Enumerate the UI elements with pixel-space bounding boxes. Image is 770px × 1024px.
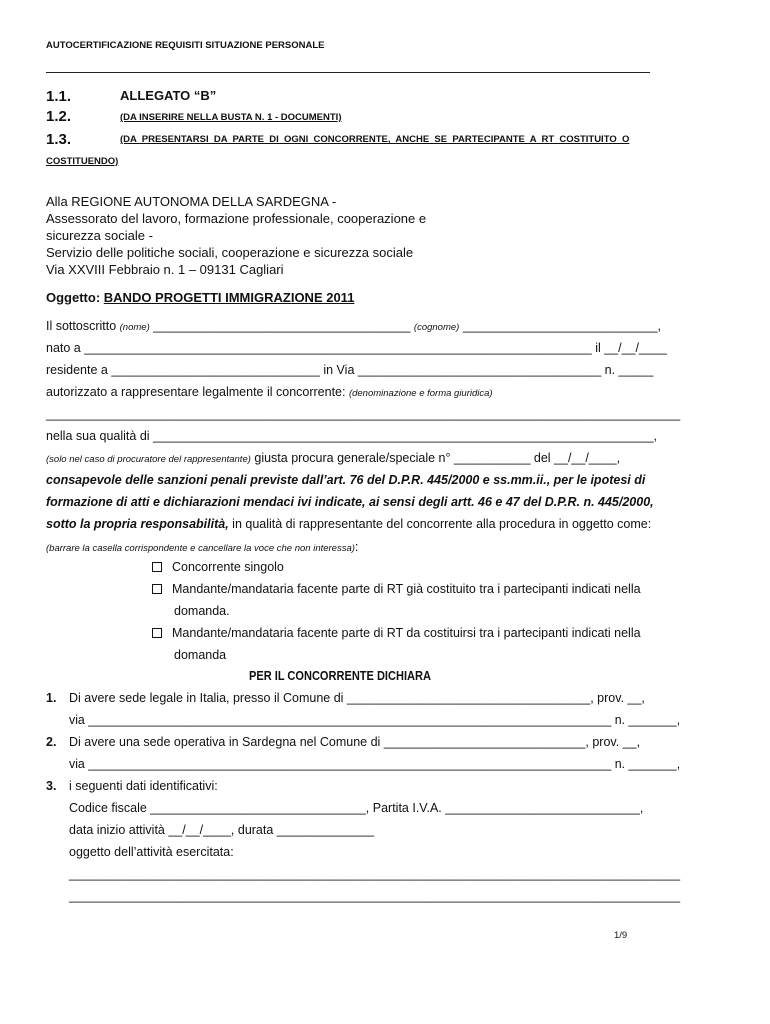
- oggetto-line: [46, 290, 354, 305]
- header-title: AUTOCERTIFICAZIONE REQUISITI SITUAZIONE PERSONALE: [46, 40, 325, 51]
- item-1-line-1: Di avere sede legale in Italia, presso il Comune di ___________________________________, prov. __,: [69, 691, 645, 705]
- item-3-line-2: Codice fiscale _______________________________, Partita I.V.A. ____________________________,: [69, 801, 644, 815]
- header-rule: [46, 72, 650, 73]
- responsabilita-text: sotto la propria responsabilità,: [46, 517, 229, 531]
- denominazione-hint: (denominazione e forma giuridica): [348, 388, 493, 399]
- item-3-line-6: ___________________________________________________________________________________________: [69, 889, 681, 903]
- procuratore-hint: (solo nel caso di procuratore del rappresentante): [46, 454, 251, 465]
- nome-hint: (nome): [119, 322, 150, 333]
- address-line-1: Alla REGIONE AUTONOMA DELLA SARDEGNA -: [46, 194, 337, 209]
- sottoscritto-label: Il sottoscritto: [46, 319, 120, 333]
- option-label: Mandante/mandataria facente parte di RT da costituirsi tra i partecipanti indicati nella: [172, 626, 641, 640]
- instruction-line: [46, 540, 358, 554]
- cognome-hint: (cognome): [413, 322, 460, 333]
- instruction-colon: :: [354, 540, 359, 554]
- form-line-residente: residente a ______________________________ in Via ___________________________________ n. _____: [46, 363, 654, 377]
- item-2-number: 2.: [46, 735, 57, 749]
- address-line-4: Servizio delle politiche sociali, cooperazione e sicurezza sociale: [46, 245, 414, 260]
- option-label: Mandante/mandataria facente parte di RT già costituito tra i partecipanti indicati nella: [172, 582, 641, 596]
- autorizzato-label: autorizzato a rappresentare legalmente il concorrente:: [46, 385, 349, 399]
- heading-1-3-number: 1.3.: [46, 131, 72, 148]
- item-1-line-2: via ____________________________________________________________________________ n. _______,: [69, 713, 681, 727]
- declaration-line-1: consapevole delle sanzioni penali previste dall’art. 76 del D.P.R. 445/2000 e ss.mm.ii., per le ipotesi di: [46, 473, 646, 487]
- address-line-2: Assessorato del lavoro, formazione professionale, cooperazione e: [46, 211, 427, 226]
- option-concorrente-singolo[interactable]: [152, 560, 284, 574]
- option-rt-costituito[interactable]: [152, 582, 641, 596]
- checkbox-icon[interactable]: [152, 584, 162, 594]
- section-title: PER IL CONCORRENTE DICHIARA: [248, 669, 431, 683]
- item-3-line-5: ___________________________________________________________________________________________: [69, 867, 681, 881]
- cognome-blank: ____________________________,: [459, 319, 661, 333]
- nome-blank: _____________________________________: [149, 319, 414, 333]
- item-3-number: 3.: [46, 779, 57, 793]
- declaration-line-2: formazione di atti e dichiarazioni mendaci ivi indicate, ai sensi degli artt. 46 e 47 del D.P.R. n. 445/2000,: [46, 495, 654, 509]
- heading-1-1-text: ALLEGATO “B”: [120, 88, 217, 103]
- form-line-procura: [46, 451, 620, 465]
- item-3-line-4: oggetto dell’attività esercitata:: [69, 845, 234, 859]
- item-2-line-2: via ____________________________________________________________________________ n. _______,: [69, 757, 681, 771]
- page-number: 1/9: [614, 930, 628, 941]
- oggetto-label: Oggetto:: [46, 290, 101, 305]
- item-1-number: 1.: [46, 691, 57, 705]
- form-line-autorizzato: [46, 385, 493, 399]
- address-line-3: sicurezza sociale -: [46, 228, 153, 243]
- heading-1-3-text: (DA PRESENTARSI DA PARTE DI OGNI CONCORRENTE, ANCHE SE PARTECIPANTE A RT COSTITUITO O: [120, 134, 630, 145]
- instruction-hint: (barrare la casella corrispondente e cancellare la voce che non interessa): [46, 543, 355, 554]
- item-3-line-1: i seguenti dati identificativi:: [69, 779, 218, 793]
- checkbox-icon[interactable]: [152, 562, 162, 572]
- checkbox-icon[interactable]: [152, 628, 162, 638]
- qualita-text: in qualità di rappresentante del concorrente alla procedura in oggetto come:: [228, 517, 652, 531]
- heading-1-1-number: 1.1.: [46, 88, 72, 105]
- form-line-sottoscritto: [46, 319, 661, 333]
- option-rt-costituirsi[interactable]: [152, 626, 641, 640]
- oggetto-value: BANDO PROGETTI IMMIGRAZIONE 2011: [103, 290, 355, 305]
- declaration-line-3: [46, 517, 651, 531]
- procura-blank: giusta procura generale/speciale n° ___________ del __/__/____,: [250, 451, 621, 465]
- item-2-line-1: Di avere una sede operativa in Sardegna nel Comune di _____________________________, prov. __,: [69, 735, 641, 749]
- heading-1-2-text: (DA INSERIRE NELLA BUSTA N. 1 - DOCUMENTI): [120, 112, 342, 123]
- option-label: Concorrente singolo: [172, 560, 284, 574]
- item-3-line-3: data inizio attività __/__/____, durata ______________: [69, 823, 375, 837]
- option-rt-costituito-cont: domanda.: [174, 604, 230, 618]
- heading-1-2-number: 1.2.: [46, 108, 72, 125]
- form-line-blank: _____________________________________________________________________________________________: [46, 407, 681, 421]
- form-line-qualita: nella sua qualità di ________________________________________________________________________,: [46, 429, 658, 443]
- form-line-nato: nato a _________________________________________________________________________ il __/__/____: [46, 341, 667, 355]
- address-line-5: Via XXVIII Febbraio n. 1 – 09131 Cagliari: [46, 262, 284, 277]
- heading-1-3-continuation: COSTITUENDO): [46, 156, 119, 167]
- option-rt-costituirsi-cont: domanda: [174, 648, 227, 662]
